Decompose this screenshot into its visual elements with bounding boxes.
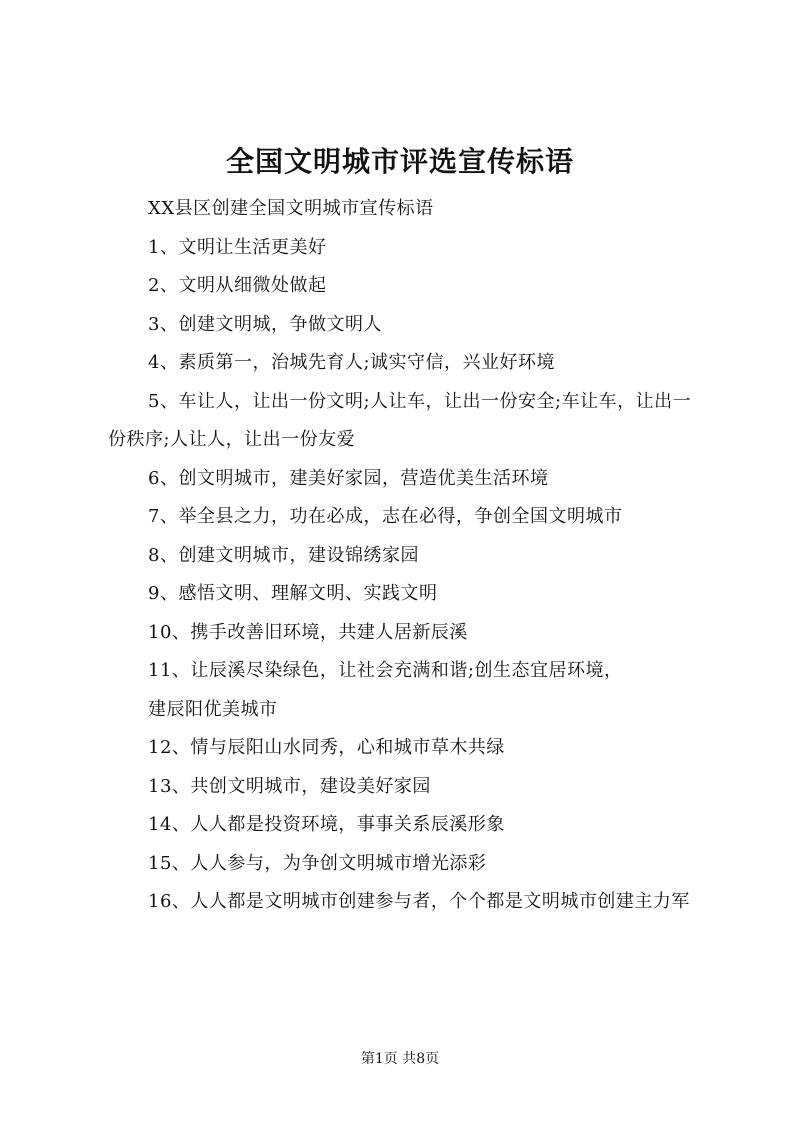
slogan-item: 14、人人都是投资环境，事事关系辰溪形象 (148, 814, 505, 835)
slogan-item: 1、文明让生活更美好 (148, 236, 327, 258)
slogan-item: 8、创建文明城市，建设锦绣家园 (148, 544, 419, 566)
document-body (108, 190, 708, 922)
slogan-item: 15、人人参与，为争创文明城市增光添彩 (148, 852, 487, 874)
slogan-item: 9、感悟文明、理解文明、实践文明 (148, 583, 438, 604)
page-footer: 第1页 共8页 (360, 1051, 440, 1067)
slogan-item: 13、共创文明城市，建设美好家园 (148, 775, 431, 797)
slogan-item: 6、创文明城市，建美好家园，营造优美生活环境 (148, 467, 549, 489)
document-subtitle: XX县区创建全国文明城市宣传标语 (148, 198, 434, 219)
slogan-item: 4、素质第一，治城先育人;诚实守信，兴业好环境 (148, 352, 556, 373)
slogan-item: 12、情与辰阳山水同秀，心和城市草木共绿 (148, 737, 505, 758)
slogan-item: 5、车让人，让出一份文明;人让车，让出一份安全;车让车，让出一份秩序;人让人，让出一份友爱 (108, 390, 692, 450)
slogan-item: 11、让辰溪尽染绿色，让社会充满和谐;创生态宜居环境， (148, 660, 623, 681)
slogan-item: 16、人人都是文明城市创建参与者，个个都是文明城市创建主力军 (148, 891, 690, 912)
document-title: 全国文明城市评选宣传标语 (225, 145, 574, 178)
slogan-item: 3、创建文明城，争做文明人 (148, 313, 382, 335)
slogan-item-continuation: 建辰阳优美城市 (148, 698, 278, 720)
slogan-item: 2、文明从细微处做起 (148, 275, 327, 296)
slogan-item: 7、举全县之力，功在必成，志在必得，争创全国文明城市 (148, 506, 623, 527)
slogan-item: 10、携手改善旧环境，共建人居新辰溪 (148, 621, 468, 643)
